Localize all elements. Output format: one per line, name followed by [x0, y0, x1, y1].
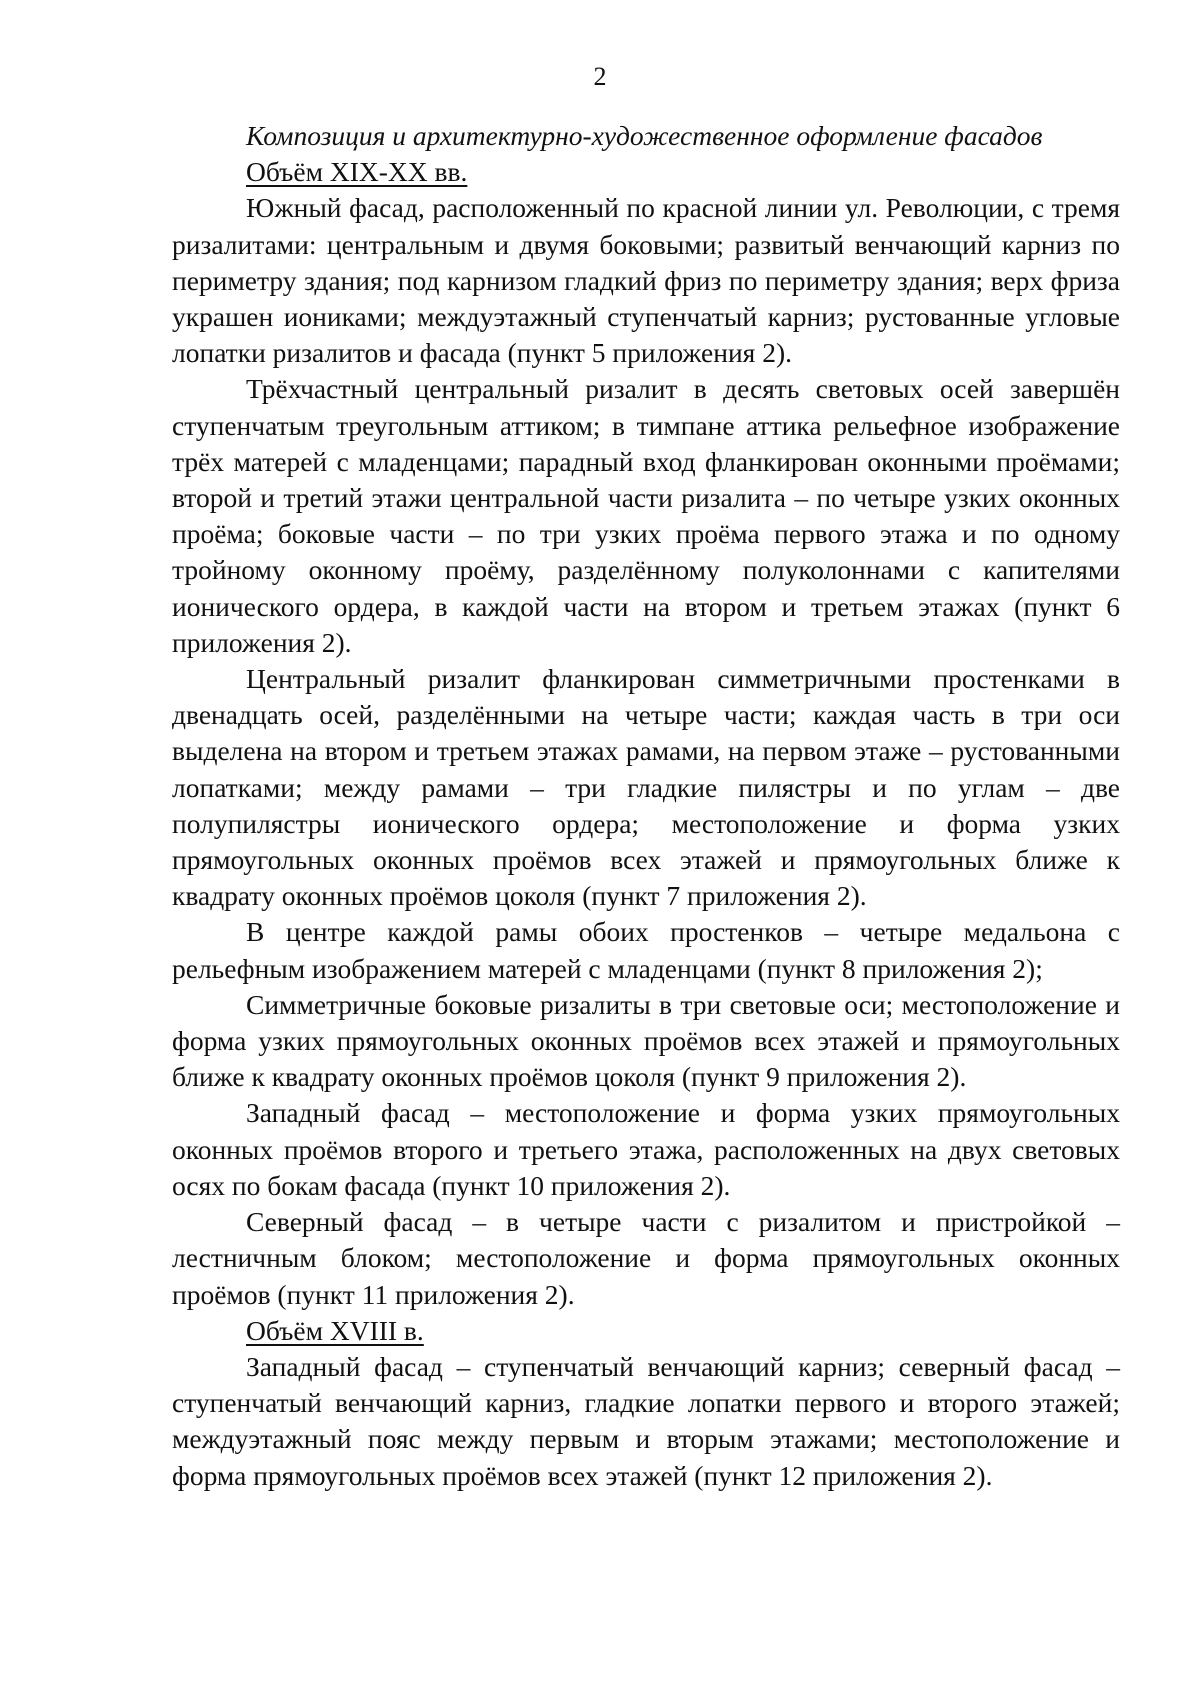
- subheading-volume-19-20: [172, 154, 1120, 190]
- paragraph-side-risalits: Симметричные боковые ризалиты в три световые оси; местоположение и форма узких прямоугольных оконных проёмов всех этажей и прямоугольных ближе к квадрату оконных проёмов цоколя (пункт 9 приложения 2).: [172, 988, 1120, 1093]
- page-number: 2: [593, 62, 607, 91]
- paragraph-piers: Центральный ризалит фланкирован симметричными простенками в двенадцать осей, разделёнными на четыре части; каждая часть в три оси выделена на втором и третьем этажах рамами, на первом этаже – рустованными лопатками; между рамами – три гладкие пилястры и по углам – две полупилястры ионического ордера; местоположение и форма узких прямоугольных оконных проёмов всех этажей и прямоугольных ближе к квадрату оконных проёмов цоколя (пункт 7 приложения 2).: [172, 663, 1120, 912]
- subheading-volume-18: [172, 1313, 1120, 1349]
- paragraph-west-facade: Западный фасад – местоположение и форма узких прямоугольных оконных проёмов второго и третьего этажа, расположенных на двух световых осях по бокам фасада (пункт 10 приложения 2).: [172, 1097, 1120, 1201]
- paragraph-medallions: В центре каждой рамы обоих простенков – четыре медальона с рельефным изображением матерей с младенцами (пункт 8 приложения 2);: [172, 916, 1120, 984]
- paragraph-central-risalit: Трёхчастный центральный ризалит в десять световых осей завершён ступенчатым треугольным аттиком; в тимпане аттика рельефное изображение трёх матерей с младенцами; парадный вход фланкирован оконными проёмами; второй и третий этажи центральной части ризалита – по четыре узких оконных проёма; боковые части – по три узких проёма первого этажа и по одному тройному оконному проёму, разделённому полуколоннами с капителями ионического ордера, в каждой части на втором и третьем этажах (пункт 6 приложения 2).: [172, 373, 1120, 658]
- paragraph-south-facade: Южный фасад, расположенный по красной линии ул. Революции, с тремя ризалитами: центральным и двумя боковыми; развитый венчающий карниз по периметру здания; под карнизом гладкий фриз по периметру здания; верх фриза украшен иониками; междуэтажный ступенчатый карниз; рустованные угловые лопатки ризалитов и фасада (пункт 5 приложения 2).: [172, 192, 1120, 369]
- document-body: [172, 118, 1120, 1494]
- paragraph-north-facade: Северный фасад – в четыре части с ризалитом и пристройкой – лестничным блоком; местоположение и форма прямоугольных оконных проёмов (пункт 11 приложения 2).: [172, 1206, 1120, 1310]
- paragraph-18th-century-facades: Западный фасад – ступенчатый венчающий карниз; северный фасад – ступенчатый венчающий карниз, гладкие лопатки первого и второго этажей; междуэтажный пояс между первым и вторым этажами; местоположение и форма прямоугольных проёмов всех этажей (пункт 12 приложения 2).: [172, 1350, 1120, 1491]
- subheading-volume-18-text: Объём XVIII в.: [246, 1314, 424, 1346]
- section-heading: Композиция и архитектурно-художественное оформление фасадов: [246, 120, 1043, 151]
- subheading-volume-19-20-text: Объём XIX-XX вв.: [246, 156, 468, 188]
